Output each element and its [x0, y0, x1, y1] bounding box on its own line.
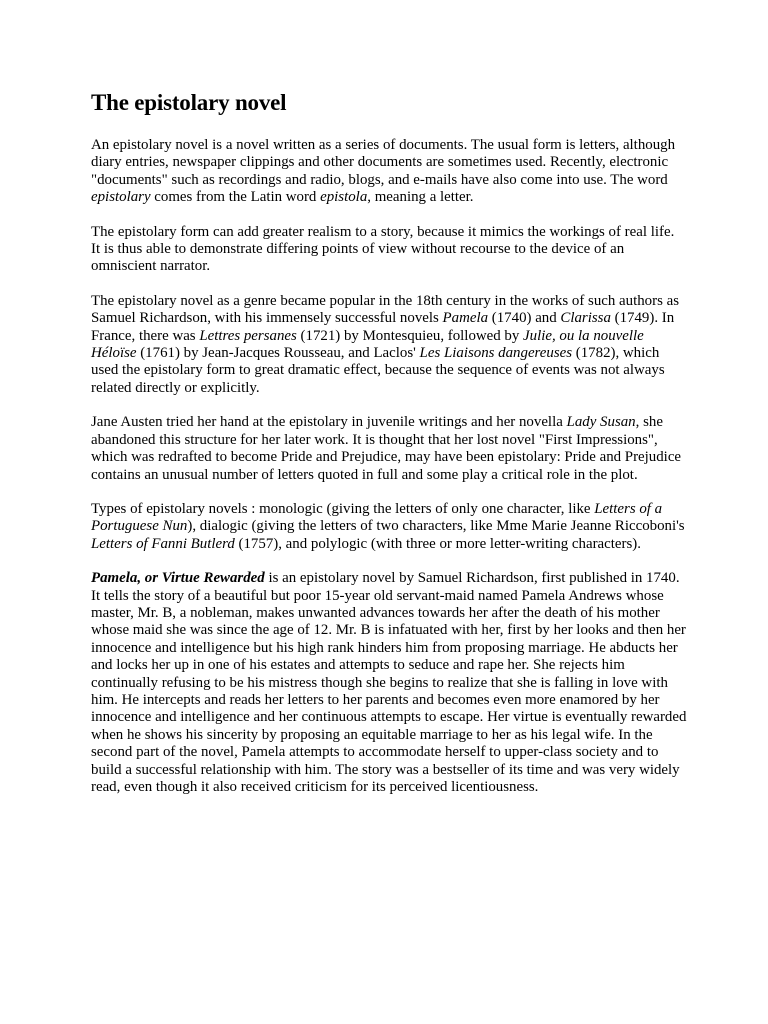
text-segment: (1782), which used the epistolary form to great dramatic effect, because the sequence of events was not always related directly or explicitly.	[91, 345, 665, 396]
text-segment: (1721) by Montesquieu, followed by	[296, 327, 524, 344]
paragraph-definition	[91, 137, 687, 207]
paragraph-pamela	[91, 570, 687, 796]
bold-italic-title: Pamela, or Virtue Rewarded	[91, 570, 265, 587]
document-page	[91, 88, 687, 813]
text-segment: (1749). In France, there was	[91, 310, 675, 344]
italic-title: Lettres persanes	[199, 327, 297, 344]
text-segment: comes from the Latin word	[150, 189, 321, 206]
text-segment: (1761) by Jean-Jacques Rousseau, and Laclos'	[136, 345, 420, 362]
text-segment: The epistolary form can add greater realism to a story, because it mimics the workings of real life. It is thus able to demonstrate differing points of view without recourse to the device of an omniscient narrator.	[91, 223, 675, 275]
italic-term: epistola	[320, 189, 368, 206]
text-segment: An epistolary novel is a novel written as a series of documents. The usual form is letters, although diary entries, newspaper clippings and other documents are sometimes used. Recently, electronic "documents" such as recordings and radio, blogs, and e-mails have also come into use. The word	[91, 137, 676, 188]
italic-title: Letters of a Portuguese Nun	[91, 500, 663, 535]
text-segment: is an epistolary novel by Samuel Richardson, first published in 1740. It tells the story of a beautiful but poor 15-year old servant-maid named Pamela Andrews whose master, Mr. B, a nobleman, makes unwanted advances towards her after the death of his mother whose maid she was since the age of 12. Mr. B is infatuated with her, first by her looks and then her innocence and intelligence but his high rank hinders him from proposing marriage. He abducts her and locks her up in one of his estates and attempts to seduce and rape her. She rejects him continually refusing to be his mistress though she begins to realize that she is falling in love with him. He intercepts and reads her letters to her parents and becomes even more enamored by her innocence and intelligence and her continuous attempts to escape. Her virtue is eventually rewarded when he shows his sincerity by proposing an equitable marriage to her as his legal wife. In the second part of the novel, Pamela attempts to accommodate herself to upper-class society and to build a successful relationship with him. The story was a bestseller of its time and was very widely read, even though it also received criticism for its perceived licentiousness.	[91, 570, 687, 795]
text-segment: (1740) and	[488, 310, 561, 327]
text-segment: Jane Austen tried her hand at the epistolary in juvenile writings and her novella	[91, 414, 567, 431]
italic-title: Letters of Fanni Butlerd	[91, 535, 235, 552]
italic-title: Les Liaisons dangereuses	[419, 345, 573, 362]
text-segment: , she abandoned this structure for her later work. It is thought that her lost novel "First Impressions", which was redrafted to become Pride and Prejudice, may have been epistolary: Pride and Prejudice contains an unusual number of letters quoted in full and some play a critical role in the plot.	[91, 414, 682, 483]
paragraph-realism	[91, 224, 687, 276]
text-segment: ), dialogic (giving the letters of two characters, like Mme Marie Jeanne Riccoboni's	[187, 518, 685, 535]
text-segment: (1757), and polylogic (with three or more letter-writing characters).	[234, 535, 641, 552]
italic-term: epistolary	[91, 189, 151, 206]
paragraph-austen	[91, 414, 687, 484]
paragraph-types	[91, 501, 687, 553]
text-segment: The epistolary novel as a genre became popular in the 18th century in the works of such authors as Samuel Richardson, with his immensely successful novels	[91, 292, 679, 327]
paragraph-history	[91, 293, 687, 397]
italic-title: Lady Susan	[566, 414, 636, 431]
italic-title: Clarissa	[560, 310, 611, 327]
italic-title: Pamela	[442, 310, 489, 327]
text-segment: , meaning a letter.	[367, 189, 474, 206]
italic-title: Julie, ou la nouvelle Héloïse	[91, 327, 644, 362]
text-segment: Types of epistolary novels : monologic (giving the letters of only one character, like	[91, 500, 595, 517]
page-title: The epistolary novel	[91, 90, 287, 115]
